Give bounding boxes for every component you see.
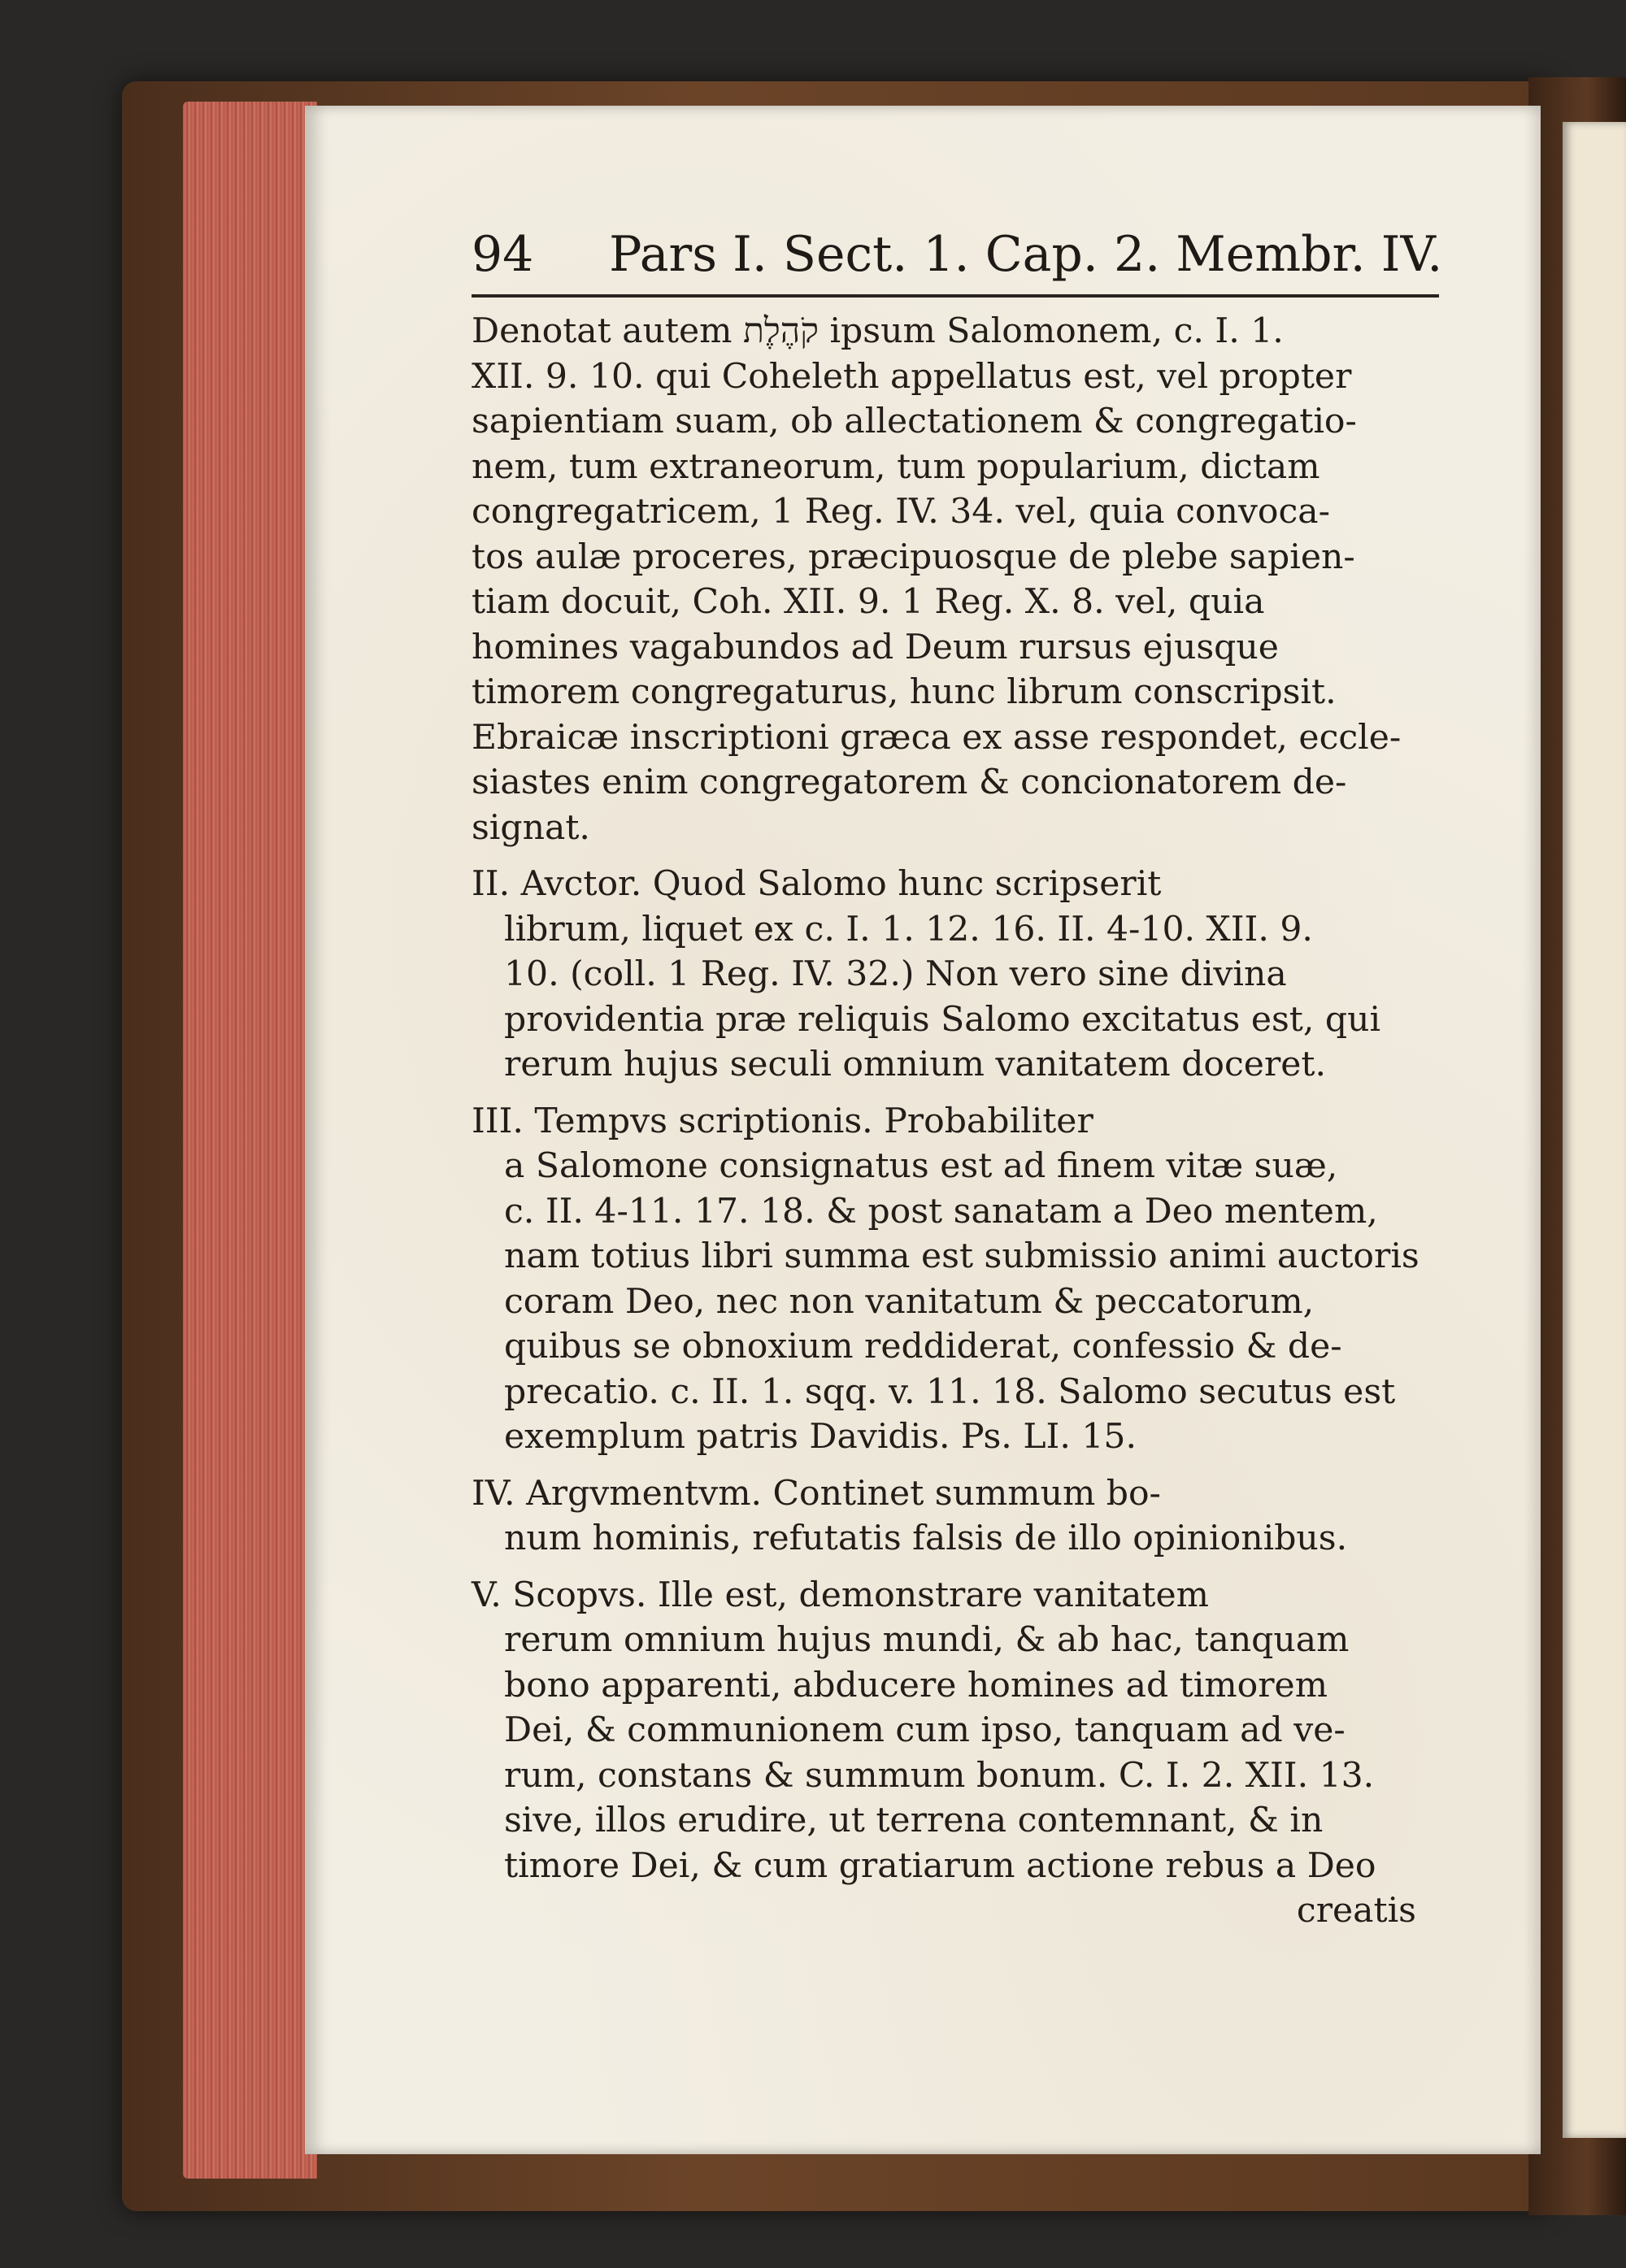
book-page — [305, 106, 1541, 2154]
text-line: Dei, & communionem cum ipso, tanquam ad ve- — [504, 1710, 1346, 1750]
section-heading-line: III. Tempvs scriptionis. Probabiliter — [472, 1101, 1093, 1141]
text-line: congregatricem, 1 Reg. IV. 34. vel, quia convoca- — [472, 492, 1330, 532]
text-line: timore Dei, & cum gratiarum actione rebus a Deo — [504, 1845, 1376, 1886]
text-line: librum, liquet ex c. I. 1. 12. 16. II. 4-10. XII. 9. — [504, 909, 1313, 949]
text-line: bono apparenti, abducere homines ad timorem — [504, 1665, 1328, 1705]
page-number: 94 — [472, 226, 534, 283]
paragraph-intro — [472, 309, 1439, 850]
text-line: providentia præ reliquis Salomo excitatus est, qui — [504, 999, 1381, 1040]
text-line: 10. (coll. 1 Reg. IV. 32.) Non vero sine divina — [504, 954, 1287, 994]
text-line: nem, tum extraneorum, tum popularium, dictam — [472, 446, 1320, 487]
section-heading-line: IV. Argvmentvm. Continet summum bo- — [472, 1473, 1161, 1514]
text-line: c. II. 4-11. 17. 18. & post sanatam a Deo mentem, — [504, 1191, 1378, 1232]
text-line: nam totius libri summa est submissio animi auctoris — [504, 1236, 1419, 1276]
running-head-text: Pars I. Sect. 1. Cap. 2. Membr. IV. — [609, 226, 1443, 283]
text-line: sapientiam suam, ob allectationem & congregatio- — [472, 402, 1357, 441]
paragraph-auctor — [472, 862, 1439, 1088]
text-line: coram Deo, nec non vanitatum & peccatorum, — [504, 1281, 1315, 1322]
text-line: sive, illos erudire, ut terrena contemnant, & in — [504, 1801, 1324, 1840]
text-line: precatio. c. II. 1. sqq. v. 11. 18. Salomo secutus est — [504, 1371, 1396, 1412]
text-line: rerum omnium hujus mundi, & ab hac, tanquam — [504, 1620, 1350, 1660]
text-line: Ebraicæ inscriptioni græca ex asse respondet, eccle- — [472, 717, 1402, 758]
paragraph-scopus — [472, 1573, 1439, 1889]
paragraph-tempus — [472, 1099, 1439, 1460]
section-heading-line: II. Avctor. Quod Salomo hunc scripserit — [472, 864, 1162, 904]
text-line: exemplum patris Davidis. Ps. LI. 15. — [504, 1417, 1137, 1457]
text-line: homines vagabundos ad Deum rursus ejusque — [472, 627, 1279, 667]
header-rule — [472, 294, 1439, 298]
paragraph-argumentum — [472, 1471, 1439, 1562]
text-line: rum, constans & summum bonum. C. I. 2. XII. 13. — [504, 1755, 1375, 1796]
running-head — [472, 226, 1443, 291]
section-heading-line: V. Scopvs. Ille est, demonstrare vanitatem — [472, 1575, 1209, 1615]
text-line: tos aulæ proceres, præcipuosque de plebe sapien- — [472, 537, 1355, 577]
text-line: quibus se obnoxium reddiderat, confessio & de- — [504, 1327, 1342, 1366]
page-edges — [183, 102, 317, 2179]
catchword: creatis — [1296, 1891, 1416, 1931]
text-line: rerum hujus seculi omnium vanitatem doceret. — [504, 1045, 1327, 1084]
body-text — [472, 309, 1439, 1934]
text-line: tiam docuit, Coh. XII. 9. 1 Reg. X. 8. vel, quia — [472, 582, 1265, 622]
text-line: num hominis, refutatis falsis de illo opinionibus. — [504, 1519, 1348, 1558]
text-line: signat. — [472, 807, 590, 848]
facing-page-edge — [1563, 122, 1626, 2138]
text-line: Denotat autem קֹהֶלֶת ipsum Salomonem, c. I. 1. — [472, 311, 1284, 351]
text-line: a Salomone consignatus est ad finem vitæ suæ, — [504, 1146, 1338, 1186]
text-line: XII. 9. 10. qui Coheleth appellatus est, vel propter — [472, 356, 1352, 397]
text-line: timorem congregaturus, hunc librum conscripsit. — [472, 672, 1337, 712]
text-line: siastes enim congregatorem & concionatorem de- — [472, 763, 1347, 802]
